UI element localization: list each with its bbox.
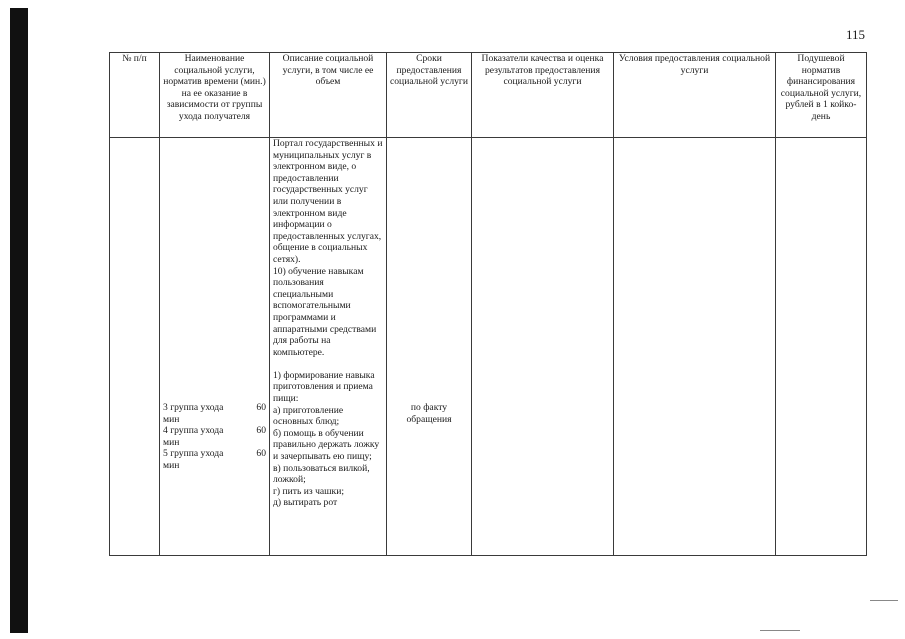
scan-mark — [870, 600, 898, 601]
description-item: а) приготовление основных блюд; — [273, 404, 344, 428]
description-text: Портал государственных и муниципальных услуг в электронном виде, о предоставлении государственных услуг или получении в электронном виде информации о предоставленных услугах, общение в социальных сетях). — [273, 138, 383, 265]
group-unit: мин — [163, 413, 180, 425]
description-text: 10) обучение навыкам пользования специальными вспомогательными программами и аппаратными средствами для работы на компьютере. — [273, 265, 377, 358]
cell-quality — [472, 138, 614, 556]
services-table — [109, 52, 867, 556]
cell-funding — [776, 138, 867, 556]
group-value: 60 — [256, 448, 266, 460]
group-label: 4 группа ухода — [163, 425, 224, 437]
scan-mark — [760, 630, 800, 631]
group-unit: мин — [163, 436, 180, 448]
group-value: 60 — [256, 425, 266, 437]
header-quality: Показатели качества и оценка результатов предоставления социальной услуги — [472, 53, 614, 138]
scan-binding-edge — [10, 8, 28, 633]
group-value: 60 — [256, 402, 266, 413]
header-description: Описание социальной услуги, в том числе ее объем — [270, 53, 387, 138]
description-text: 1) формирование навыка приготовления и приема пищи: — [273, 369, 375, 405]
group-item — [163, 425, 266, 448]
header-number: № п/п — [110, 53, 160, 138]
description-item: б) помощь в обучении правильно держать ложку и зачерпывать ею пищу; — [273, 427, 380, 463]
group-label: 5 группа ухода — [163, 448, 224, 460]
description-item: в) пользоваться вилкой, ложкой; — [273, 462, 370, 486]
cell-description — [270, 138, 387, 556]
description-item: д) вытирать рот — [273, 497, 338, 509]
header-funding: Подушевой норматив финансирования социальной услуги, рублей в 1 койко-день — [776, 53, 867, 138]
header-conditions: Условия предоставления социальной услуги — [614, 53, 776, 138]
cell-terms — [387, 138, 472, 556]
page-number: 115 — [845, 27, 865, 42]
header-terms: Сроки предоставления социальной услуги — [387, 53, 472, 138]
table-header-row — [110, 53, 867, 138]
cell-service-groups — [160, 138, 270, 556]
table-row — [110, 138, 867, 556]
group-unit: мин — [163, 459, 180, 471]
group-item — [163, 402, 266, 425]
description-item: г) пить из чашки; — [273, 485, 345, 497]
cell-conditions — [614, 138, 776, 556]
group-label: 3 группа ухода — [163, 402, 224, 413]
terms-text: по факту обращения — [406, 402, 452, 425]
header-service-name: Наименование социальной услуги, норматив времени (мин.) на ее оказание в зависимости от группы ухода получателя — [160, 53, 270, 138]
group-item — [163, 448, 266, 471]
cell-number — [110, 138, 160, 556]
